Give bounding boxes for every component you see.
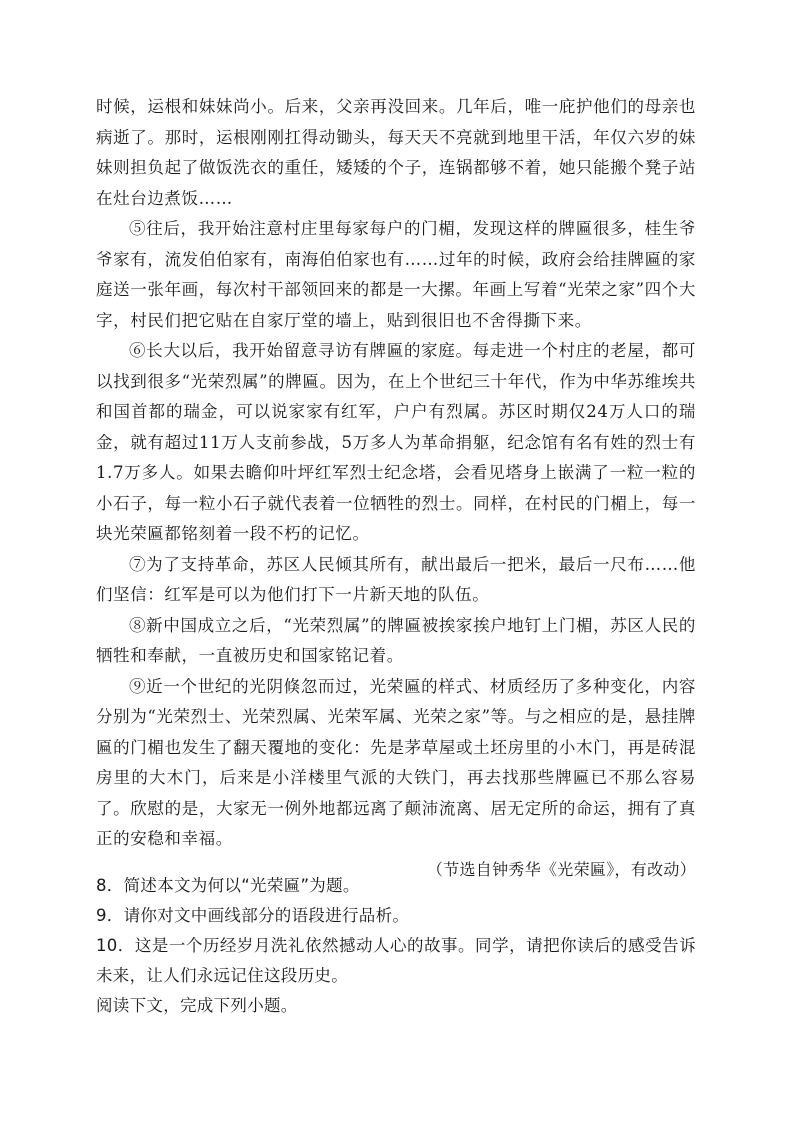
source-citation: （节选自钟秀华《光荣匾》，有改动） — [426, 859, 696, 879]
question-8: 8．简述本文为何以“光荣匾”为题。 — [96, 876, 360, 895]
reading-instruction: 阅读下文，完成下列小题。 — [96, 996, 298, 1015]
question-10: 10．这是一个历经岁月洗礼依然撼动人心的故事。同学，请把你读后的感受告诉未来，让人们永远记住这段历史。 — [96, 936, 696, 985]
question-list — [96, 871, 696, 1021]
reading-passage — [96, 92, 696, 885]
paragraph-5: ⑤往后，我开始注意村庄里每家每户的门楣，发现这样的牌匾很多，桂生爷爷家有，流发伯伯家有，南海伯伯家也有……过年的时候，政府会给挂牌匾的家庭送一张年画，每次村干部领回来的都是一大摞。年画上写着“光荣之家”四个大字，村民们把它贴在自家厅堂的墙上，贴到很旧也不舍得撕下来。 — [96, 219, 696, 330]
paragraph-7: ⑦为了支持革命，苏区人民倾其所有，献出最后一把米，最后一尺布……他们坚信：红军是可以为他们打下一片新天地的队伍。 — [96, 554, 696, 604]
paragraph-6: ⑥长大以后，我开始留意寻访有牌匾的家庭。每走进一个村庄的老屋，都可以找到很多“光荣烈属”的牌匾。因为，在上个世纪三十年代，作为中华苏维埃共和国首都的瑞金，可以说家家有红军，户户有烈属。苏区时期仅24万人口的瑞金，就有超过11万人支前参战，5万多人为革命捐躯，纪念馆有名有姓的烈士有1.7万多人。如果去瞻仰叶坪红军烈士纪念塔，会看见塔身上嵌满了一粒一粒的小石子，每一粒小石子就代表着一位牺牲的烈士。同样，在村民的门楣上，每一块光荣匾都铭刻着一段不朽的记忆。 — [96, 341, 696, 543]
question-9: 9．请你对文中画线部分的语段进行品析。 — [96, 906, 410, 925]
paragraph-continuation: 时候，运根和妹妹尚小。后来，父亲再没回来。几年后，唯一庇护他们的母亲也病逝了。那时，运根刚刚扛得动锄头，每天天不亮就到地里干活，年仅六岁的妹妹则担负起了做饭洗衣的重任，矮矮的个子，连锅都够不着，她只能搬个凳子站在灶台边煮饭…… — [96, 97, 696, 208]
paragraph-9: ⑨近一个世纪的光阴倏忽而过，光荣匾的样式、材质经历了多种变化，内容分别为“光荣烈士、光荣烈属、光荣军属、光荣之家”等。与之相应的是，悬挂牌匾的门楣也发生了翻天覆地的变化：先是茅草屋或土坯房里的小木门，再是砖混房里的大木门，后来是小洋楼里气派的大铁门，再去找那些牌匾已不那么容易了。欣慰的是，大家无一例外地都远离了颠沛流离、居无定所的命运，拥有了真正的安稳和幸福。 — [96, 676, 696, 848]
paragraph-8: ⑧新中国成立之后，“光荣烈属”的牌匾被挨家挨户地钉上门楣，苏区人民的牺牲和奉献，一直被历史和国家铭记着。 — [96, 615, 696, 665]
